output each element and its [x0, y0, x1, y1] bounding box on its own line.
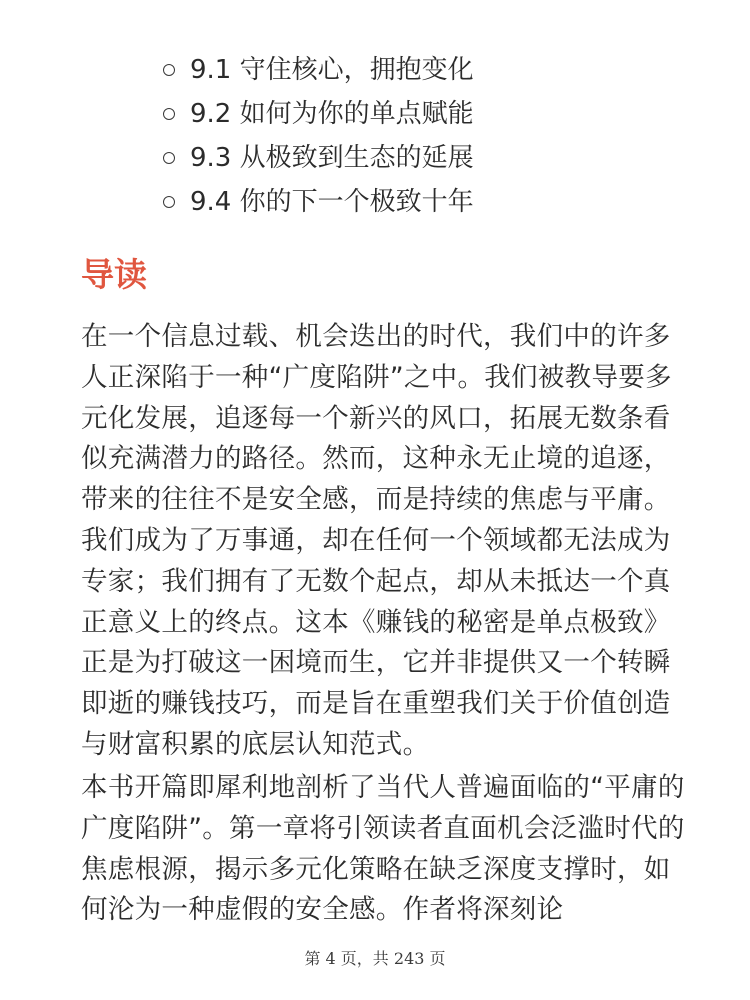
hollow-circle-bullet-icon	[163, 108, 175, 120]
hollow-circle-bullet-icon	[163, 196, 175, 208]
toc-item-label: 9.2 如何为你的单点赋能	[190, 99, 474, 129]
toc-item	[160, 48, 474, 92]
intro-paragraph: 在一个信息过载、机会迭出的时代，我们中的许多人正深陷于一种“广度陷阱”之中。我们被教导要多元化发展，追逐每一个新兴的风口，拓展无数条看似充满潜力的路径。然而，这种永无止境的追逐，带来的往往不是安全感，而是持续的焦虑与平庸。我们成为了万事通，却在任何一个领域都无法成为专家；我们拥有了无数个起点，却从未抵达一个真正意义上的终点。这本《赚钱的秘密是单点极致》正是为打破这一困境而生，它并非提供又一个转瞬即逝的赚钱技巧，而是旨在重塑我们关于价值创造与财富积累的底层认知范式。	[81, 321, 672, 760]
toc-item	[160, 136, 474, 180]
toc-item	[160, 92, 474, 136]
section-heading: 导读	[81, 255, 147, 294]
hollow-circle-bullet-icon	[163, 64, 175, 76]
intro-paragraph: 本书开篇即犀利地剖析了当代人普遍面临的“平庸的广度陷阱”。第一章将引领读者直面机会泛滥时代的焦虑根源，揭示多元化策略在缺乏深度支撑时，如何沦为一种虚假的安全感。作者将深刻论	[81, 772, 685, 926]
hollow-circle-bullet-icon	[163, 152, 175, 164]
page-number-footer: 第 4 页，共 243 页	[304, 949, 446, 968]
table-of-contents-list	[160, 48, 474, 224]
toc-item-label: 9.4 你的下一个极致十年	[190, 187, 474, 217]
toc-item	[160, 180, 474, 224]
toc-item-label: 9.3 从极致到生态的延展	[190, 143, 474, 173]
toc-item-label: 9.1 守住核心，拥抱变化	[190, 55, 474, 85]
